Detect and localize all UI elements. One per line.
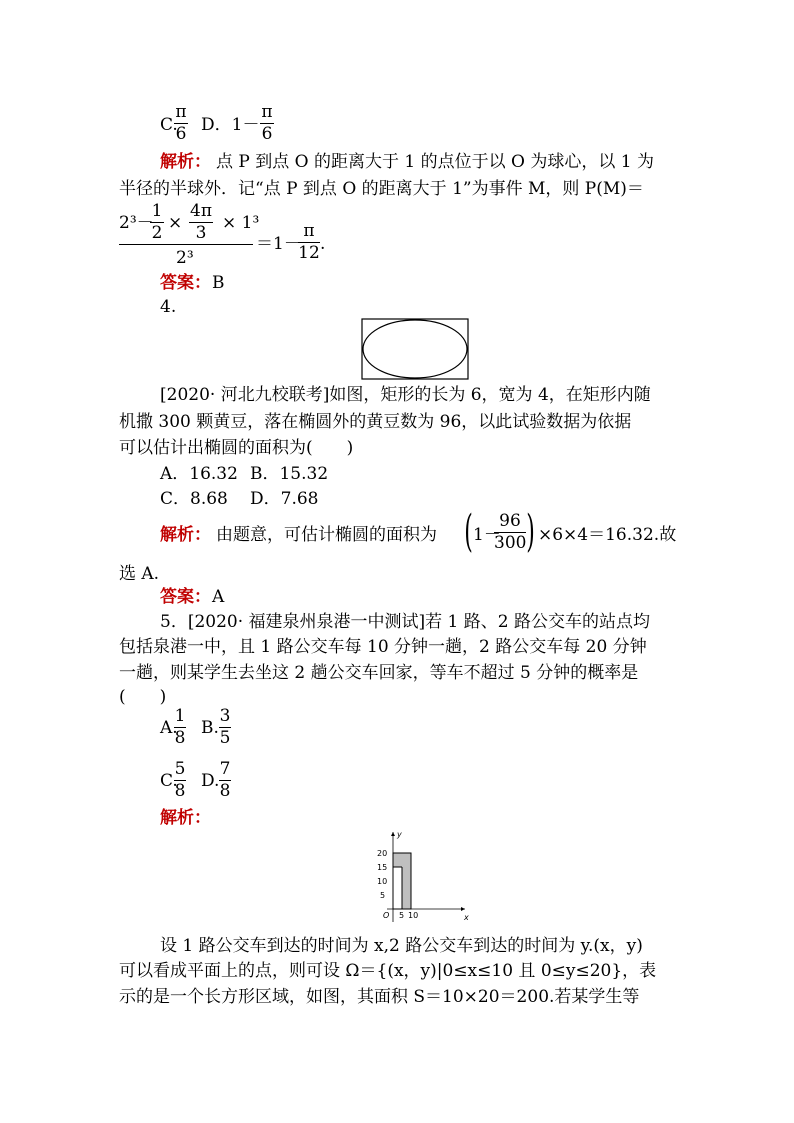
- q5-option-c-fraction: [174, 761, 186, 800]
- q5-stem-line1: 5．[2020· 福建泉州泉港一中测试]若 1 路、2 路公交车的站点均: [160, 612, 650, 632]
- figure-ellipse: [363, 320, 467, 378]
- q4-answer-label: 答案：: [160, 587, 211, 607]
- q5-option-a-den: 8: [174, 728, 186, 748]
- q5-option-d-den: 8: [219, 781, 231, 801]
- formula-half: [150, 203, 164, 242]
- ellipse-in-rectangle-figure: [361, 318, 469, 380]
- q5-analysis-label: 解析：: [160, 808, 211, 828]
- q3-analysis-line2: 半径的半球外．记“点 P 到点 O 的距离大于 1”为事件 M，则 P(M)＝: [119, 179, 644, 199]
- y-tick-10: 10: [377, 877, 388, 886]
- q4-frac-den: 300: [494, 533, 527, 553]
- formula-main-bar: [119, 244, 253, 245]
- left-paren: (: [464, 506, 473, 557]
- q4-fraction-96-300: [494, 513, 526, 552]
- q3-option-d-label: D．1－: [201, 115, 260, 135]
- q4-analysis-label: 解析：: [160, 525, 211, 545]
- q3-answer-value: B: [212, 273, 225, 293]
- q3-option-c-fraction: [174, 104, 188, 143]
- q5-option-b-den: 5: [219, 728, 231, 748]
- q5-option-d-fraction: [219, 761, 231, 800]
- q4-option-d: D．7.68: [250, 489, 319, 509]
- q4-option-b: B．15.32: [250, 464, 329, 484]
- formula-half-den: 2: [151, 223, 163, 243]
- q4-analysis-text: 由题意，可估计椭圆的面积为: [216, 525, 437, 545]
- q3-option-c-label: C.: [160, 115, 178, 135]
- y-tick-20: 20: [377, 849, 388, 858]
- q5-stem-line2: 包括泉港一中，且 1 路公交车每 10 分钟一趟，2 路公交车每 20 分钟: [119, 637, 647, 657]
- x-axis-label: x: [464, 913, 469, 922]
- q5-para-line1: 设 1 路公交车到达的时间为 x,2 路公交车到达的时间为 y.(x，y): [160, 936, 643, 956]
- formula-sphere-num: 4π: [190, 201, 212, 221]
- y-tick-5: 5: [380, 891, 386, 900]
- q3-option-c-denominator: 6: [175, 124, 187, 144]
- q4-stem-line3: 可以估计出椭圆的面积为( ): [119, 438, 354, 458]
- q3-option-d-fraction: [260, 104, 274, 143]
- q5-para-line2: 可以看成平面上的点，则可设 Ω＝{(x，y)|0≤x≤10 且 0≤y≤20}，表: [119, 961, 657, 981]
- q4-stem-line1: [2020· 河北九校联考]如图，矩形的长为 6，宽为 4，在矩形内随: [160, 385, 651, 405]
- q5-stem-line4: ( ): [119, 687, 167, 707]
- bus-time-region-graph: [361, 828, 473, 926]
- q4-analysis-tail: ×6×4＝16.32.故: [538, 525, 677, 545]
- formula-times1: ×: [168, 213, 183, 233]
- formula-times2: × 1³: [222, 213, 260, 233]
- q5-option-b-label: B.: [201, 718, 219, 738]
- x-tick-10: 10: [408, 911, 419, 920]
- q3-analysis-line1: 点 P 到点 O 的距离大于 1 的点位于以 O 为球心，以 1 为: [216, 152, 654, 172]
- q5-option-a-num: 1: [174, 706, 186, 726]
- right-paren: ): [526, 506, 535, 557]
- q4-option-a: A．16.32: [160, 464, 238, 484]
- y-axis-arrow: [391, 832, 395, 836]
- q4-number: 4.: [160, 297, 177, 317]
- formula-pi-den: 12: [298, 243, 320, 263]
- q3-answer-label: 答案：: [160, 273, 211, 293]
- formula-top-a: 2³－: [119, 213, 154, 233]
- q4-frac-num: 96: [499, 511, 521, 531]
- q4-stem-line2: 机撒 300 颗黄豆，落在椭圆外的黄豆数为 96，以此试验数据为依据: [119, 412, 632, 432]
- x-tick-5: 5: [399, 911, 405, 920]
- formula-half-num: 1: [151, 201, 163, 221]
- q4-analysis-line2: 选 A.: [119, 564, 160, 584]
- q5-option-d-num: 7: [219, 759, 231, 779]
- x-axis-arrow: [461, 907, 465, 911]
- formula-period: .: [320, 234, 326, 254]
- q5-option-c-den: 8: [174, 781, 186, 801]
- formula-sphere: [189, 203, 213, 242]
- q3-option-d-denominator: 6: [261, 124, 273, 144]
- formula-sphere-den: 3: [195, 223, 207, 243]
- formula-equals: ＝1－: [256, 234, 301, 254]
- y-axis-label: y: [397, 830, 402, 839]
- origin-label: O: [383, 911, 390, 920]
- q4-option-c: C．8.68: [160, 489, 228, 509]
- q5-option-d-label: D.: [201, 771, 220, 791]
- y-tick-15: 15: [377, 863, 388, 872]
- q5-option-b-num: 3: [219, 706, 231, 726]
- q5-option-a-fraction: [174, 708, 186, 747]
- q5-para-line3: 示的是一个长方形区域，如图，其面积 S＝10×20＝200.若某学生等: [119, 987, 640, 1007]
- q4-paren-lead: 1－: [473, 525, 501, 545]
- q5-option-c-num: 5: [174, 759, 186, 779]
- q4-answer-value: A: [212, 587, 225, 607]
- q5-stem-line3: 一趟，则某学生去坐这 2 趟公交车回家，等车不超过 5 分钟的概率是: [119, 663, 639, 683]
- q3-option-c-numerator: π: [175, 102, 187, 122]
- formula-pi-num: π: [303, 221, 315, 241]
- q5-option-b-fraction: [219, 708, 231, 747]
- q5-option-c-label: C.: [160, 771, 178, 791]
- formula-pi-over-12: [298, 223, 320, 262]
- q5-option-a-label: A.: [160, 718, 178, 738]
- formula-denominator: 2³: [176, 248, 194, 268]
- q3-option-d-numerator: π: [261, 102, 273, 122]
- q3-analysis-label: 解析：: [160, 152, 211, 172]
